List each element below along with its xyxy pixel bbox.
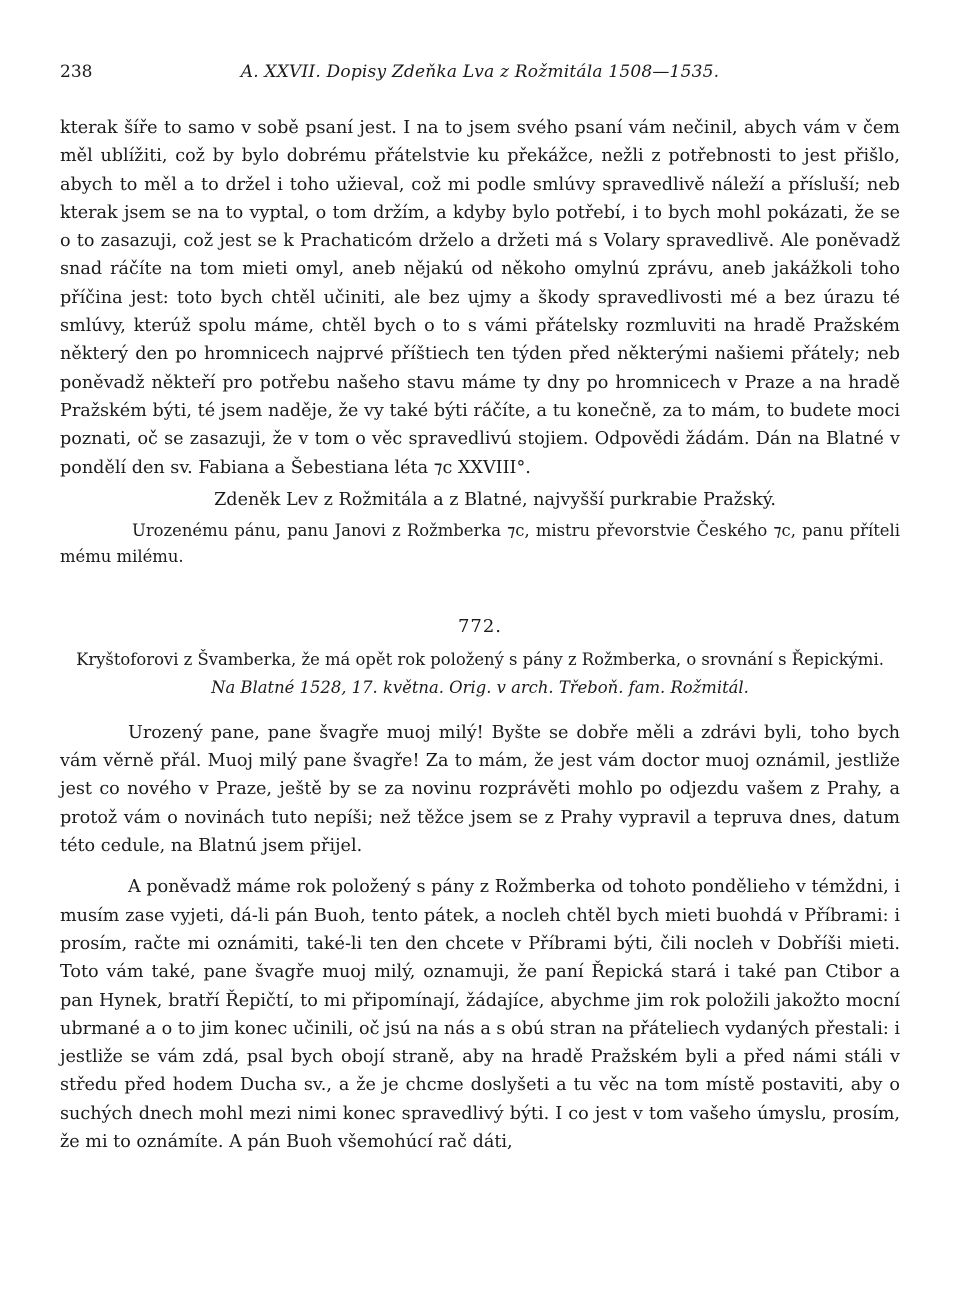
letter-number: 772.: [457, 615, 503, 637]
letter-771-address: Urozenému pánu, panu Janovi z Rožmberka ⁊c, mistru převorstvie Českého ⁊c, panu příteli mému milému.: [60, 520, 900, 566]
book-page: [60, 62, 900, 1156]
letter-771-signature: Zdeněk Lev z Rožmitála a z Blatné, najvyšší purkrabie Pražský.: [214, 489, 776, 510]
running-head: [60, 62, 900, 88]
letter-772-paragraph-2: A poněvadž máme rok položený s pány z Rožmberka od tohoto pondělieho v témždni, i musím zase vyjeti, dá-li pán Buoh, tento pátek, a nocleh chtěl bych mieti buohdá v Příbrami: i prosím, račte mi oznámiti, také-li ten den chcete v Příbrami býti, čili nocleh v Dobříši mieti. Toto vám také, pane švagře muoj milý, oznamuji, že paní Řepická stará i také pan Ctibor a pan Hynek, bratří Řepičtí, to mi připomínají, žádajíce, abychme jim rok položili jakožto mocní ubrmané a o to jim konec učinili, oč jsú na nás a s obú stran na přáteliech vydaných přestali: i jestliže se vám zdá, psal bych obojí straně, aby na hradě Pražském byli a před námi stáli v středu před hodem Ducha sv., a že je chcme doslyšeti a tu věc na tom místě postaviti, aby o suchých dnech mohl mezi nimi konec spravedlivý býti. I co jest v tom vašeho úmyslu, prosím, že mi to oznámíte. A pán Buoh všemohúcí rač dáti,: [60, 877, 900, 1153]
letter-source: Na Blatné 1528, 17. května. Orig. v arch. Třeboň. fam. Rožmitál.: [211, 677, 749, 697]
page-number: 238: [60, 62, 93, 82]
running-title: A. XXVII. Dopisy Zdeňka Lva z Rožmitála 1508—1535.: [240, 62, 720, 82]
letter-heading: Kryštoforovi z Švamberka, že má opět rok položený s pány z Rožmberka, o srovnání s Řepickými.: [76, 649, 884, 669]
letter-771-body: kterak šíře to samo v sobě psaní jest. I na to jsem svého psaní vám nečinil, abych vám v čem měl ublížiti, což by bylo dobrému přátelstvie ku překážce, nežli z potřebnosti to jest přišlo, abych to měl a to držel i toho užieval, což mi podle smlúvy spravedlivě náleží a přísluší; neb kterak jsem se na to vyptal, o tom držím, a kdyby bylo potřebí, i to bych mohl pokázati, že se o to zasazuji, což jest se k Prachaticóm drželo a držeti má s Volary spravedlivě. Ale poněvadž snad ráčíte na tom mieti omyl, aneb nějakú od někoho omylnú zprávu, aneb jakážkoli toho příčina jest: toto bych chtěl učiniti, ale bez ujmy a škody spravedlivosti mé a bez úrazu té smlúvy, kterúž spolu máme, chtěl bych o to s vámi přátelsky rozmluviti na hradě Pražském některý den po hromnicech najprvé příštiech ten týden před některými našiemi přátely; neb poněvadž někteří pro potřebu našeho stavu máme ty dny po hromnicech v Praze a na hradě Pražském býti, té jsem naděje, že vy také býti ráčíte, a tu konečně, za to mám, to budete moci poznati, oč se zasazuji, že v tom o věc spravedlivú stojiem. Odpovědi žádám. Dán na Blatné v pondělí den sv. Fabiana a Šebestiana léta ⁊c XXVIII°.: [60, 118, 900, 478]
letter-772-paragraph-1: Urozený pane, pane švagře muoj milý! Byšte se dobře měli a zdrávi byli, toho bych vám věrně přál. Muoj milý pane švagře! Za to mám, že jest vám doctor muoj oznámil, jestliže jest co nového v Praze, ještě by se za novinu rozprávěti mohlo po odjezdu vašem z Prahy, a protož vám o novinách tuto nepíši; než těžce jsem se z Prahy vypravil a tepruva dnes, datum této cedule, na Blatnú jsem přijel.: [60, 722, 900, 857]
